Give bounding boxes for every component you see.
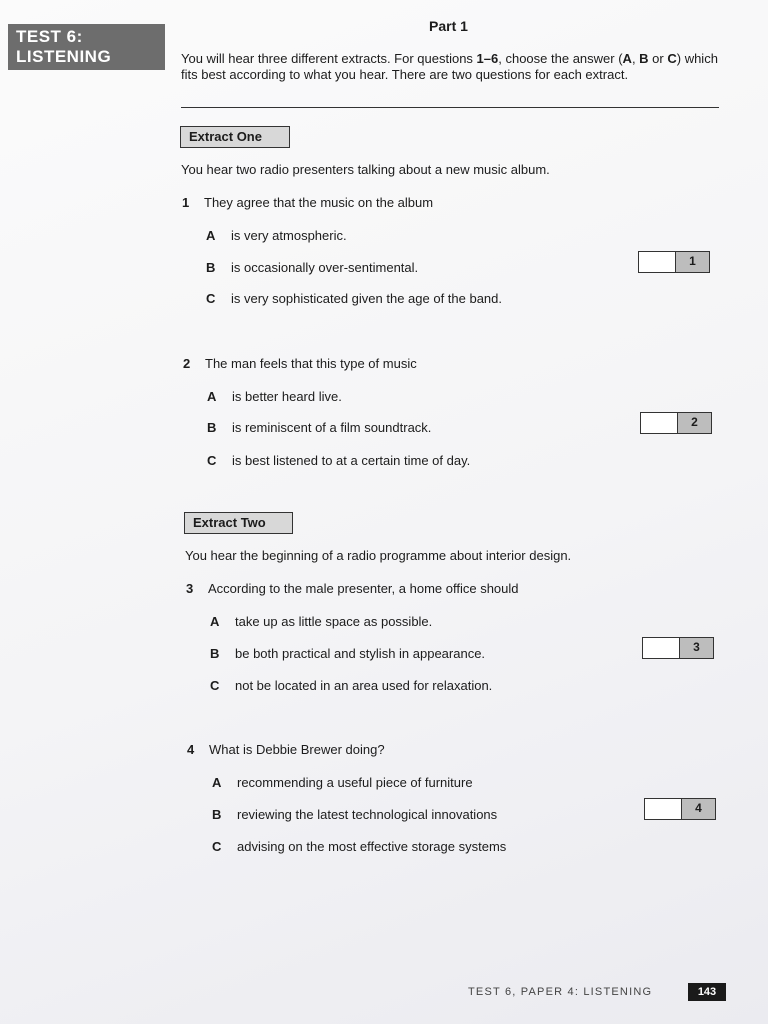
- option-1a[interactable]: A is very atmospheric.: [206, 228, 347, 243]
- answer-box-number: 2: [678, 413, 711, 433]
- answer-input-4[interactable]: [645, 799, 682, 819]
- answer-box-number: 1: [676, 252, 709, 272]
- option-4a[interactable]: A recommending a useful piece of furniture: [212, 775, 473, 790]
- option-1c[interactable]: C is very sophisticated given the age of the band.: [206, 291, 503, 306]
- answer-box-3[interactable]: [642, 637, 714, 659]
- question-3: 3 According to the male presenter, a home office should: [186, 581, 519, 596]
- part-title: Part 1: [429, 18, 468, 34]
- option-2a[interactable]: A is better heard live.: [207, 389, 342, 404]
- extract-one-heading: Extract One: [180, 126, 290, 148]
- option-2c[interactable]: C is best listened to at a certain time of day.: [207, 453, 471, 468]
- answer-box-4[interactable]: [644, 798, 716, 820]
- option-3c[interactable]: C not be located in an area used for relaxation.: [210, 678, 493, 693]
- answer-input-2[interactable]: [641, 413, 678, 433]
- test-number-label: TEST 6:: [16, 27, 83, 46]
- question-4: 4 What is Debbie Brewer doing?: [187, 742, 385, 757]
- instructions: You will hear three different extracts. For questions 1–6, choose the answer (A, B or C) which fits best according to what you hear. There are two questions for each extract.: [181, 51, 718, 82]
- option-3a[interactable]: A take up as little space as possible.: [210, 614, 433, 629]
- question-1: 1 They agree that the music on the album: [182, 195, 434, 210]
- option-2b[interactable]: B is reminiscent of a film soundtrack.: [207, 420, 432, 435]
- option-1b[interactable]: B is occasionally over-sentimental.: [206, 260, 419, 275]
- extract-one-scenario: You hear two radio presenters talking about a new music album.: [181, 162, 550, 177]
- answer-box-2[interactable]: [640, 412, 712, 434]
- footer-label: TEST 6, PAPER 4: LISTENING: [468, 986, 653, 998]
- test-section-label: LISTENING: [16, 47, 112, 66]
- option-3b[interactable]: B be both practical and stylish in appearance.: [210, 646, 486, 661]
- test-label-tab: [8, 24, 165, 70]
- extract-two-heading: Extract Two: [184, 512, 293, 534]
- answer-input-1[interactable]: [639, 252, 676, 272]
- option-4c[interactable]: C advising on the most effective storage systems: [212, 839, 507, 854]
- answer-input-3[interactable]: [643, 638, 680, 658]
- answer-box-1[interactable]: [638, 251, 710, 273]
- answer-box-number: 3: [680, 638, 713, 658]
- question-2: 2 The man feels that this type of music: [183, 356, 417, 371]
- option-4b[interactable]: B reviewing the latest technological innovations: [212, 807, 498, 822]
- extract-two-scenario: You hear the beginning of a radio programme about interior design.: [185, 548, 572, 563]
- answer-box-number: 4: [682, 799, 715, 819]
- page-number: 143: [688, 983, 726, 1001]
- divider-rule: [181, 107, 719, 108]
